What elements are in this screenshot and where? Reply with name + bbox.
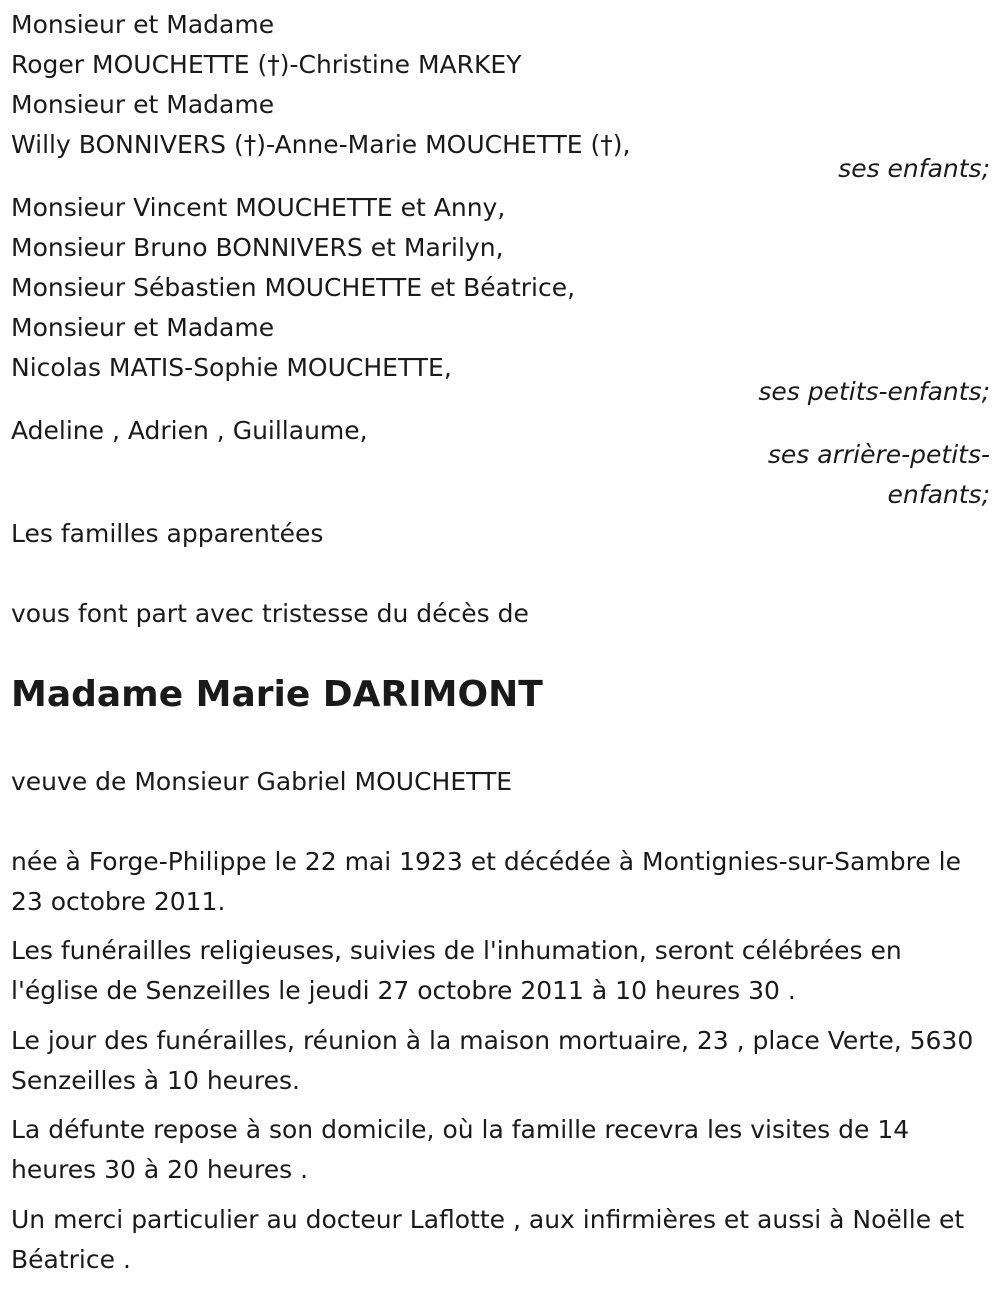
widow-of-line: veuve de Monsieur Gabriel MOUCHETTE <box>11 767 513 796</box>
great-grandchildren-role-1: ses arrière-petits- <box>767 440 990 469</box>
children-line-4: Willy BONNIVERS (†)-Anne-Marie MOUCHETTE (†), <box>11 130 631 159</box>
children-role: ses enfants; <box>838 154 990 183</box>
grandchildren-line-5: Nicolas MATIS-Sophie MOUCHETTE, <box>11 353 452 382</box>
children-line-2: Roger MOUCHETTE (†)-Christine MARKEY <box>11 50 522 79</box>
grandchildren-role: ses petits-enfants; <box>758 377 990 406</box>
meeting-paragraph: Le jour des funérailles, réunion à la maison mortuaire, 23 , place Verte, 5630 Senzeilles à 10 heures. <box>11 1026 974 1095</box>
announcement-line: vous font part avec tristesse du décès de <box>11 599 529 628</box>
visits-paragraph: La défunte repose à son domicile, où la famille recevra les visites de 14 heures 30 à 20 heures . <box>11 1115 910 1184</box>
great-grandchildren-role-2: enfants; <box>887 480 990 509</box>
deceased-name: Madame Marie DARIMONT <box>11 674 543 715</box>
children-line-3: Monsieur et Madame <box>11 90 275 119</box>
grandchildren-line-3: Monsieur Sébastien MOUCHETTE et Béatrice, <box>11 273 576 302</box>
thanks-paragraph: Un merci particulier au docteur Laflotte , aux infirmières et aussi à Noëlle et Béatrice . <box>11 1205 965 1274</box>
grandchildren-line-1: Monsieur Vincent MOUCHETTE et Anny, <box>11 193 506 222</box>
great-grandchildren-line: Adeline , Adrien , Guillaume, <box>11 416 368 445</box>
grandchildren-line-4: Monsieur et Madame <box>11 313 275 342</box>
families-line: Les familles apparentées <box>11 519 324 548</box>
birth-death-paragraph: née à Forge-Philippe le 22 mai 1923 et décédée à Montignies-sur-Sambre le 23 octobre 2011. <box>11 847 961 916</box>
children-line-1: Monsieur et Madame <box>11 10 275 39</box>
grandchildren-line-2: Monsieur Bruno BONNIVERS et Marilyn, <box>11 233 504 262</box>
funeral-paragraph: Les funérailles religieuses, suivies de l'inhumation, seront célébrées en l'église de Senzeilles le jeudi 27 octobre 2011 à 10 heures 30 . <box>11 936 902 1005</box>
